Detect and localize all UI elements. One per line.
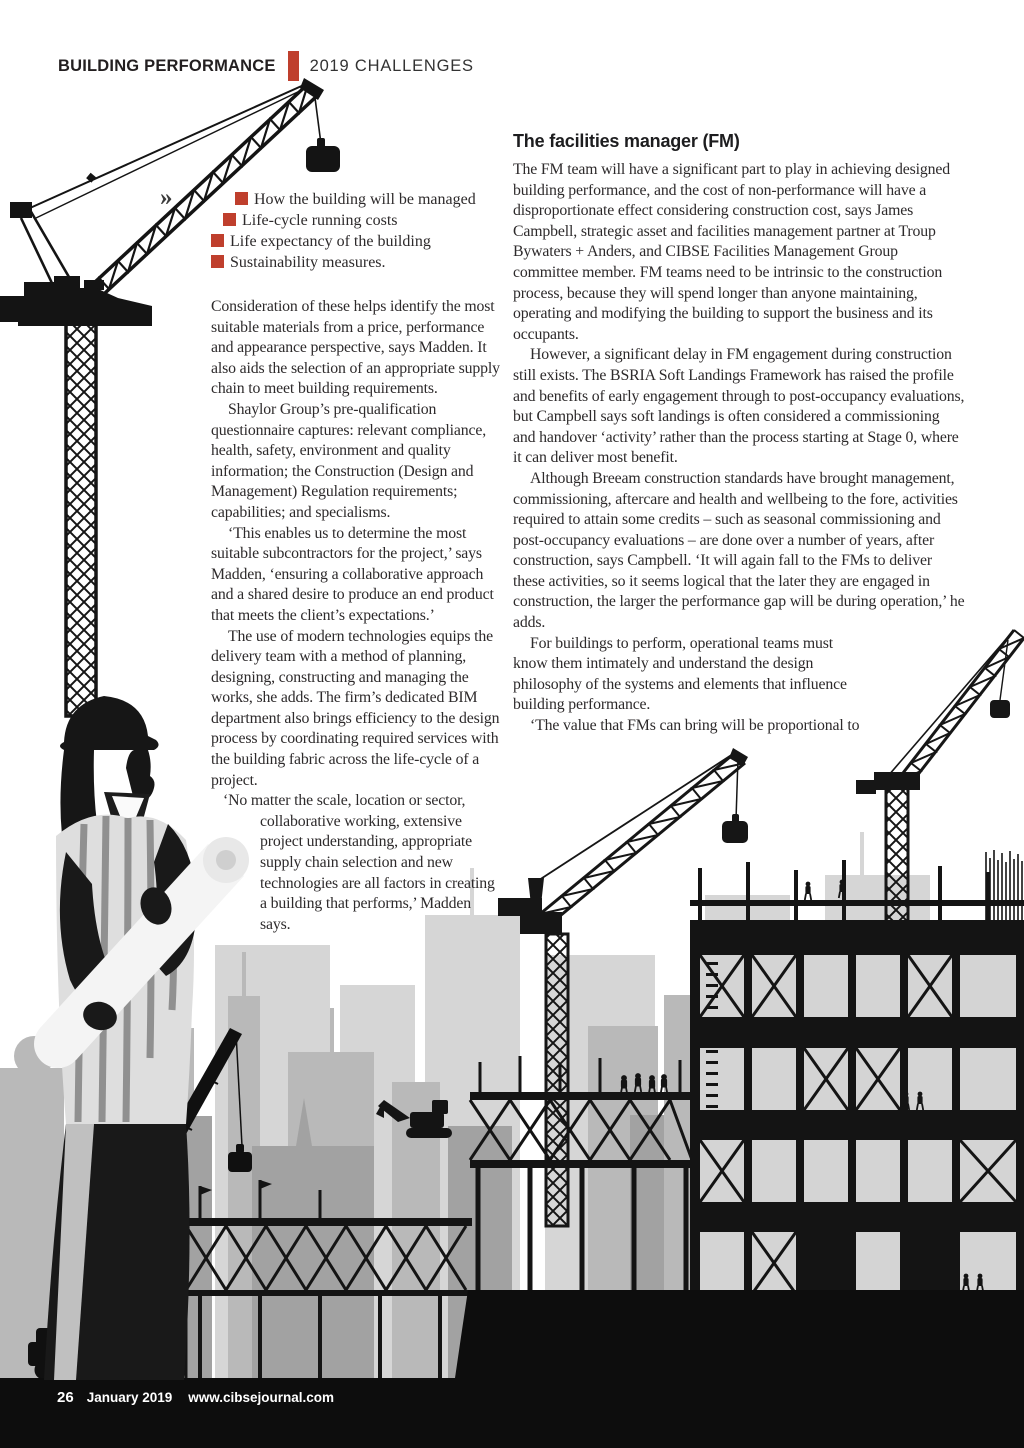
bullet-square-icon	[211, 234, 224, 247]
body-paragraph: The use of modern technologies equips the delivery team with a method of planning, designing, constructing and managing the works, she adds. The firm’s dedicated BIM department also brings efficiency to the design process by coordinating required services with the building fabric across the life-cycle of a project.	[211, 627, 500, 789]
list-item	[211, 210, 476, 231]
section-title: BUILDING PERFORMANCE	[58, 56, 276, 75]
right-column-body	[513, 160, 965, 737]
left-column-body	[211, 297, 503, 935]
list-item-label: How the building will be managed	[254, 191, 476, 208]
page-kicker	[58, 50, 474, 82]
continuation-chevrons-icon: »	[160, 184, 173, 211]
list-item-label: Life-cycle running costs	[242, 212, 398, 229]
list-item-label: Sustainability measures.	[230, 254, 386, 271]
bullet-square-icon	[211, 255, 224, 268]
section-heading: The facilities manager (FM)	[513, 131, 740, 151]
bullet-square-icon	[223, 213, 236, 226]
bullet-square-icon	[235, 192, 248, 205]
body-paragraph: Shaylor Group’s pre-qualification questionnaire captures: relevant compliance, health, safety, environment and quality information; the Construction (Design and Management) Regulation requirements; capabilities; and specialisms.	[211, 400, 486, 521]
body-paragraph: Although Breeam construction standards have brought management, commissioning, aftercare and health and wellbeing to the fore, activities required to attain some credits – such as seasonal commissioning and post-occupancy evaluations – are done over a number of years, after construction, says Campbell. ‘It will again fall to the FMs to deliver these activities, so it seems logical that the later they are engaged in construction, the larger the performance gap will be during operation,’ he adds.	[513, 469, 965, 632]
body-paragraph: ‘This enables us to determine the most suitable subcontractors for the project,’ says Madden, ‘ensuring a collaborative approach and a shared desire to produce an end product that meets the client’s expectations.’	[211, 524, 494, 624]
criteria-list-block	[160, 184, 476, 273]
body-paragraph: However, a significant delay in FM engagement during construction still exists. The BSRIA Soft Landings Framework has raised the profile and benefits of early engagement through to post-occupancy evaluations, but Campbell says soft landings is often considered a commissioning and handover ‘activity’ rather than the process starting at Stage 0, where it can deliver most benefit.	[513, 346, 965, 467]
kicker-divider-bar	[288, 51, 299, 81]
body-paragraph: The FM team will have a significant part to play in achieving designed building performance, and the cost of non-performance will have a disproportionate effect considering construction cost, says James Campbell, strategic asset and facilities management partner at Troup Bywaters + Anders, and CIBSE Facilities Management Group committee member. FM teams need to be intrinsic to the construction process, because they will spend longer than anyone maintaining, operating and modifying the building to support the business and its occupants.	[513, 161, 950, 343]
list-item	[211, 231, 476, 252]
list-item-label: Life expectancy of the building	[230, 233, 431, 250]
list-item	[211, 252, 476, 273]
page-number: 26	[57, 1389, 74, 1406]
list-item	[211, 189, 476, 210]
edition-title: 2019 CHALLENGES	[309, 56, 474, 75]
body-paragraph: Consideration of these helps identify the most suitable materials from a price, performance and appearance perspective, says Madden. It also aids the selection of an appropriate supply chain to meet building requirements.	[211, 298, 500, 398]
body-paragraph: For buildings to perform, operational teams must know them intimately and understand the design philosophy of the systems and elements that influence building performance.	[513, 634, 847, 714]
issue-date: January 2019	[86, 1390, 173, 1405]
website-url: www.cibsejournal.com	[188, 1390, 335, 1405]
body-paragraph: ‘The value that FMs can bring will be proportional to	[530, 717, 860, 735]
body-paragraph: ‘No matter the scale, location or sector, collaborative working, extensive project understanding, appropriate supply chain selection and new technologies are all factors in creating a building that performs,’ Madden says.	[223, 792, 495, 933]
criteria-list	[211, 189, 476, 273]
page-footer	[57, 1389, 334, 1406]
